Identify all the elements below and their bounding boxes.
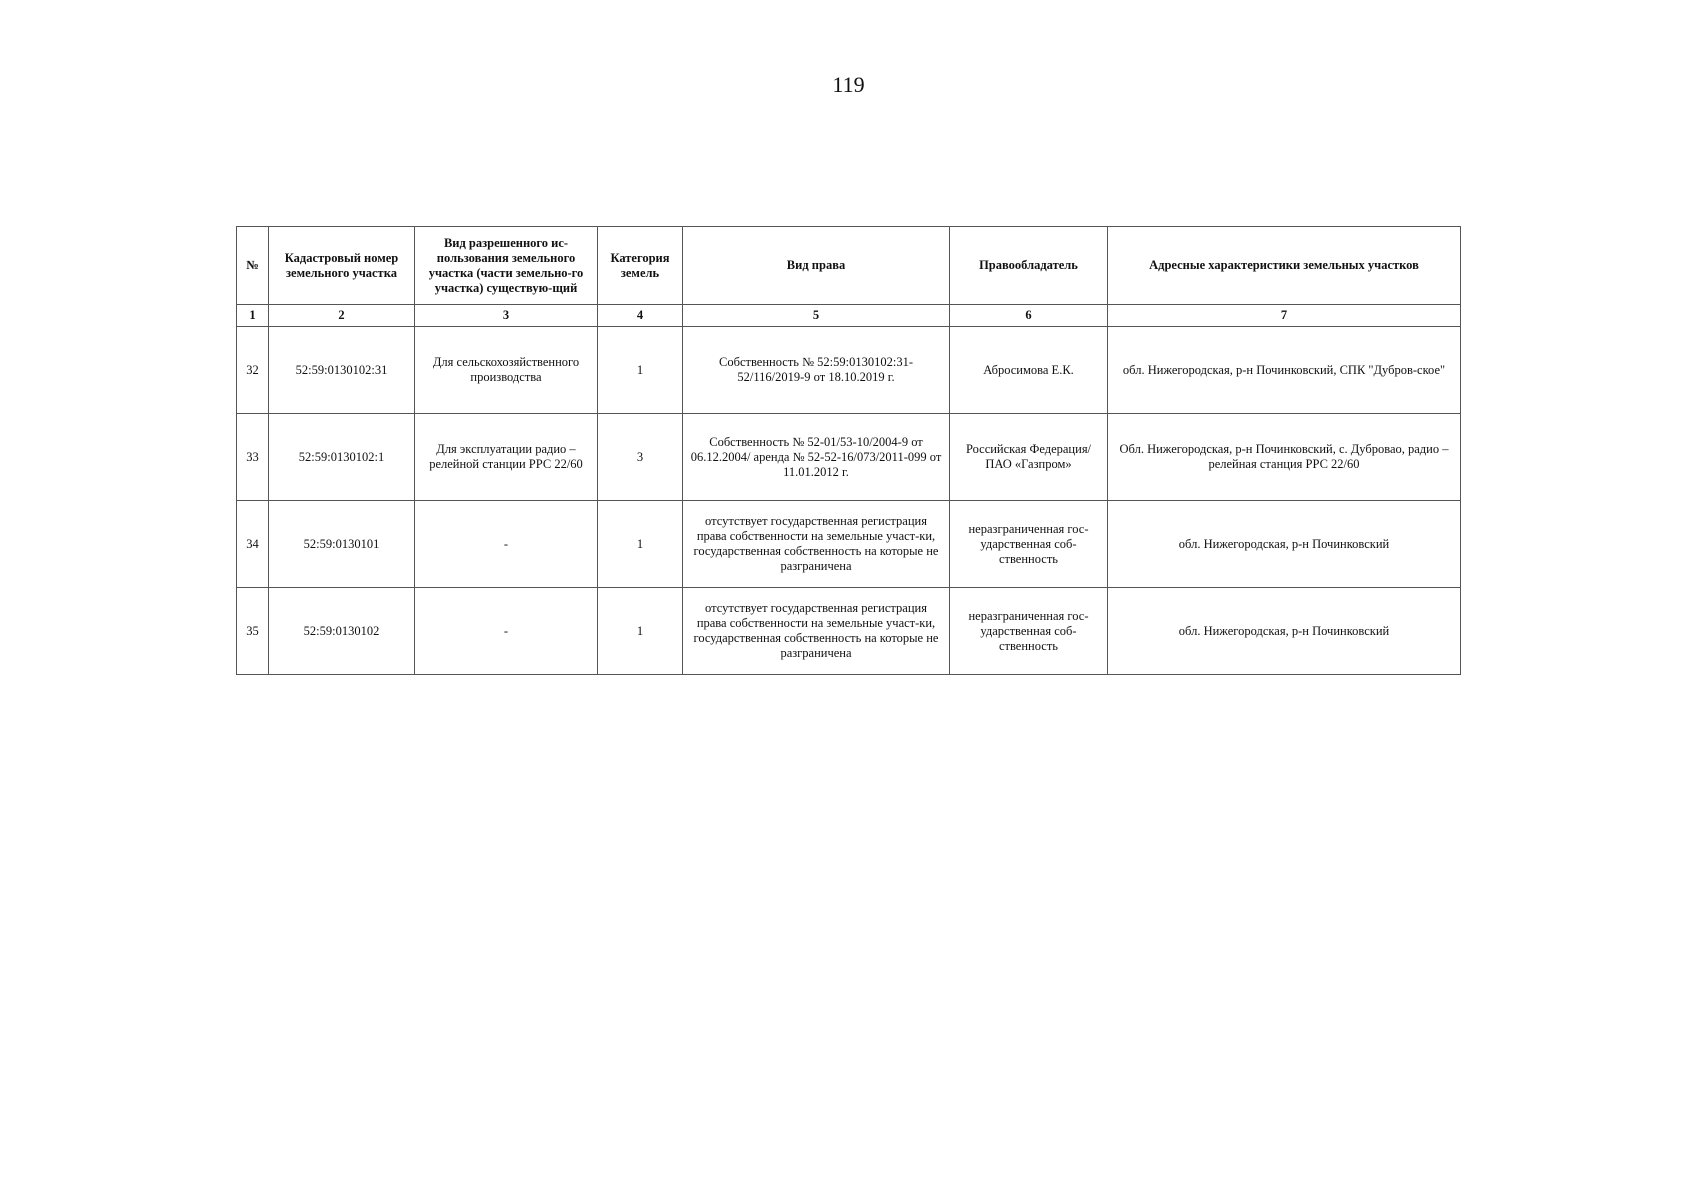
- address: обл. Нижегородская, р-н Починковский: [1108, 588, 1461, 675]
- cadastral-number: 52:59:0130102:31: [269, 327, 415, 414]
- land-category: 3: [598, 414, 683, 501]
- column-number: 2: [269, 305, 415, 327]
- right-type: Собственность № 52-01/53-10/2004-9 от 06.12.2004/ аренда № 52-52-16/073/2011-099 от 11.01.2012 г.: [683, 414, 950, 501]
- column-number: 1: [237, 305, 269, 327]
- cadastral-number: 52:59:0130102:1: [269, 414, 415, 501]
- column-number: 4: [598, 305, 683, 327]
- column-number: 7: [1108, 305, 1461, 327]
- column-number: 5: [683, 305, 950, 327]
- permitted-use: Для сельскохозяйственного производства: [415, 327, 598, 414]
- row-number: 35: [237, 588, 269, 675]
- cadastral-number: 52:59:0130102: [269, 588, 415, 675]
- permitted-use: -: [415, 501, 598, 588]
- right-type: отсутствует государственная регистрация права собственности на земельные участ-ки, государственная собственность на которые не разграничена: [683, 501, 950, 588]
- header-number: №: [237, 227, 269, 305]
- header-permitted-use: Вид разрешенного ис-пользования земельного участка (части земельно-го участка) существую-щий: [415, 227, 598, 305]
- land-category: 1: [598, 588, 683, 675]
- table-row: [237, 588, 1461, 675]
- right-holder: неразграниченная гос-ударственная соб-ственность: [950, 588, 1108, 675]
- address: обл. Нижегородская, р-н Починковский, СПК "Дубров-ское": [1108, 327, 1461, 414]
- land-category: 1: [598, 501, 683, 588]
- row-number: 34: [237, 501, 269, 588]
- header-right-type: Вид права: [683, 227, 950, 305]
- land-category: 1: [598, 327, 683, 414]
- row-number: 33: [237, 414, 269, 501]
- address: обл. Нижегородская, р-н Починковский: [1108, 501, 1461, 588]
- right-type: Собственность № 52:59:0130102:31-52/116/2019-9 от 18.10.2019 г.: [683, 327, 950, 414]
- table-row: [237, 501, 1461, 588]
- permitted-use: -: [415, 588, 598, 675]
- table-row: [237, 327, 1461, 414]
- column-number: 3: [415, 305, 598, 327]
- cadastral-number: 52:59:0130101: [269, 501, 415, 588]
- table-header-row: [237, 227, 1461, 305]
- page-number: 119: [832, 72, 865, 97]
- permitted-use: Для эксплуатации радио – релейной станции РРС 22/60: [415, 414, 598, 501]
- land-plots-table: [236, 226, 1461, 675]
- header-cadastral-number: Кадастровый номер земельного участка: [269, 227, 415, 305]
- table-row: [237, 414, 1461, 501]
- header-right-holder: Правообладатель: [950, 227, 1108, 305]
- header-land-category: Категория земель: [598, 227, 683, 305]
- right-holder: Российская Федерация/ ПАО «Газпром»: [950, 414, 1108, 501]
- address: Обл. Нижегородская, р-н Починковский, с. Дубровао, радио – релейная станция РРС 22/60: [1108, 414, 1461, 501]
- right-type: отсутствует государственная регистрация права собственности на земельные участ-ки, государственная собственность на которые не разграничена: [683, 588, 950, 675]
- right-holder: неразграниченная гос-ударственная соб-ственность: [950, 501, 1108, 588]
- right-holder: Абросимова Е.К.: [950, 327, 1108, 414]
- column-number-row: [237, 305, 1461, 327]
- column-number: 6: [950, 305, 1108, 327]
- row-number: 32: [237, 327, 269, 414]
- header-address: Адресные характеристики земельных участков: [1108, 227, 1461, 305]
